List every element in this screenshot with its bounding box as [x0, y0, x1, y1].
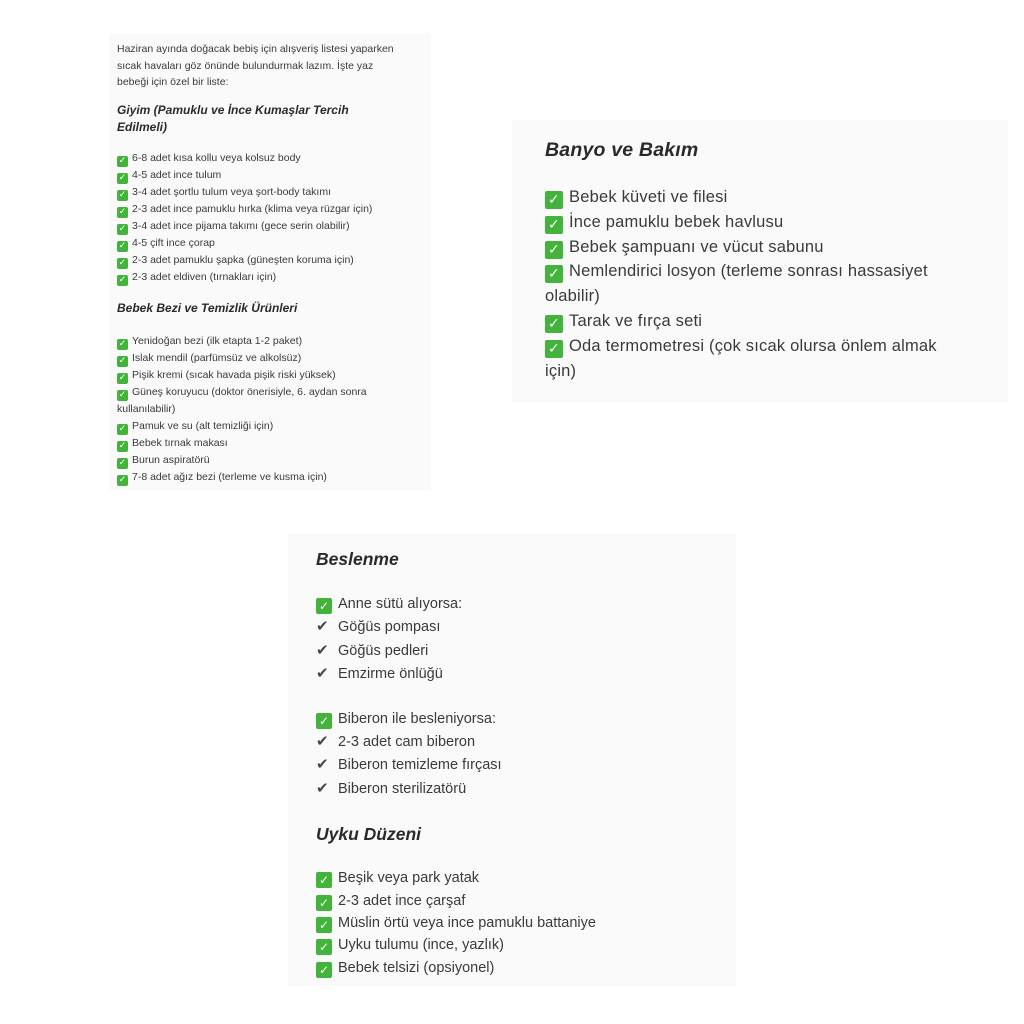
list-item: ✓ Biberon ile besleniyorsa: [316, 708, 736, 730]
list-item: ✓ 3-4 adet ince pijama takımı (gece serin olabilir) [118, 220, 350, 235]
clothing-list [117, 150, 431, 286]
check-box-icon: ✓ [118, 373, 127, 384]
check-box-icon: ✓ [118, 258, 127, 269]
bath-heading: Banyo ve Bakım [545, 139, 699, 161]
breastfeeding-list [316, 593, 736, 686]
check-box-icon: ✓ [118, 474, 127, 485]
check-box-icon: ✓ [316, 713, 332, 729]
list-item: ✓ Oda termometresi (çok sıcak olursa önlem almak için) [545, 336, 937, 380]
check-box-icon: ✓ [118, 423, 127, 434]
shopping-list-card-1 [109, 34, 431, 490]
clothing-heading: Giyim (Pamuklu ve İnce Kumaşlar Tercih Edilmeli) [117, 103, 349, 135]
list-item: ✓ Anne sütü alıyorsa: [316, 593, 736, 615]
check-box-icon: ✓ [316, 962, 332, 978]
intro-text: Haziran ayında doğacak bebiş için alışveriş listesi yaparken sıcak havaları göz önünde bulundurmak lazım. İşte yaz bebeği için özel bir liste: [117, 43, 394, 89]
check-box-icon: ✓ [316, 939, 332, 955]
list-item: ✓ 2-3 adet ince pamuklu hırka (klima veya rüzgar için) [118, 203, 373, 218]
feeding-heading: Beslenme [316, 549, 399, 569]
check-box-icon: ✓ [118, 207, 127, 218]
check-box-icon: ✓ [316, 872, 332, 888]
list-item: ✓ İnce pamuklu bebek havlusu [545, 210, 1008, 235]
check-box-icon: ✓ [118, 356, 127, 367]
list-item: ✓ Pamuk ve su (alt temizliği için) [118, 419, 274, 434]
check-box-icon: ✓ [545, 340, 563, 358]
list-item: ✓ 2-3 adet ince çarşaf [316, 890, 736, 912]
check-mark-icon: ✔ [316, 617, 329, 636]
list-item: ✔ Emzirme önlüğü [316, 662, 736, 685]
list-item: ✓ Pişik kremi (sıcak havada pişik riski yüksek) [118, 369, 336, 384]
list-item: ✔ Göğüs pedleri [316, 639, 736, 662]
check-box-icon: ✓ [118, 275, 127, 286]
check-box-icon: ✓ [316, 917, 332, 933]
check-box-icon: ✓ [118, 224, 127, 235]
list-item: ✔ Göğüs pompası [316, 615, 736, 638]
check-box-icon: ✓ [118, 457, 127, 468]
check-mark-icon: ✔ [316, 732, 329, 751]
check-mark-icon: ✔ [316, 778, 329, 797]
list-item: ✓ Burun aspiratörü [118, 453, 210, 468]
bottle-feeding-list [316, 708, 736, 801]
list-item: ✓ Uyku tulumu (ince, yazlık) [316, 934, 736, 956]
check-box-icon: ✓ [118, 390, 127, 401]
list-item: ✓ 6-8 adet kısa kollu veya kolsuz body [118, 152, 301, 167]
check-box-icon: ✓ [316, 598, 332, 614]
list-item: ✓ Beşik veya park yatak [316, 867, 736, 889]
check-box-icon: ✓ [545, 241, 563, 259]
list-item: ✓ Güneş koruyucu (doktor önerisiyle, 6. aydan sonra kullanılabilir) [117, 386, 367, 416]
list-item: ✓ 2-3 adet eldiven (tırnakları için) [118, 271, 277, 286]
diapers-list [117, 333, 431, 486]
list-item: ✓ Bebek tırnak makası [118, 436, 228, 451]
check-box-icon: ✓ [545, 265, 563, 283]
list-item: ✓ 2-3 adet pamuklu şapka (güneşten koruma için) [118, 254, 354, 269]
check-mark-icon: ✔ [316, 664, 329, 683]
list-item: ✓ 4-5 çift ince çorap [118, 237, 215, 252]
list-item: ✔ Biberon sterilizatörü [316, 777, 736, 800]
check-box-icon: ✓ [545, 191, 563, 209]
list-item: ✓ Yenidoğan bezi (ilk etapta 1-2 paket) [118, 335, 303, 350]
check-mark-icon: ✔ [316, 640, 329, 659]
check-box-icon: ✓ [118, 440, 127, 451]
shopping-list-card-3 [288, 534, 736, 986]
list-item: ✓ 7-8 adet ağız bezi (terleme ve kusma için) [118, 470, 327, 485]
check-box-icon: ✓ [118, 339, 127, 350]
list-item: ✓ Müslin örtü veya ince pamuklu battaniye [316, 912, 736, 934]
diapers-heading: Bebek Bezi ve Temizlik Ürünleri [117, 301, 298, 316]
check-box-icon: ✓ [118, 241, 127, 252]
check-mark-icon: ✔ [316, 755, 329, 774]
check-box-icon: ✓ [545, 315, 563, 333]
list-item: ✓ Bebek küveti ve filesi [545, 185, 1008, 210]
check-box-icon: ✓ [545, 216, 563, 234]
list-item: ✓ Nemlendirici losyon (terleme sonrası hassasiyet olabilir) [545, 262, 928, 306]
check-box-icon: ✓ [118, 156, 127, 167]
list-item: ✓ Bebek şampuanı ve vücut sabunu [545, 235, 1008, 260]
check-box-icon: ✓ [316, 895, 332, 911]
list-item: ✓ Bebek telsizi (opsiyonel) [316, 957, 736, 979]
list-item: ✔ Biberon temizleme fırçası [316, 753, 736, 776]
list-item: ✓ Tarak ve fırça seti [545, 309, 1008, 334]
bath-list [545, 185, 1008, 383]
list-item: ✔ 2-3 adet cam biberon [316, 730, 736, 753]
shopping-list-card-2 [512, 120, 1008, 402]
sleep-heading: Uyku Düzeni [316, 824, 422, 845]
list-item: ✓ 3-4 adet şortlu tulum veya şort-body takımı [118, 186, 332, 201]
check-box-icon: ✓ [118, 190, 127, 201]
sleep-list [316, 867, 736, 979]
list-item: ✓ Islak mendil (parfümsüz ve alkolsüz) [118, 352, 302, 367]
list-item: ✓ 4-5 adet ince tulum [118, 169, 222, 184]
check-box-icon: ✓ [118, 173, 127, 184]
